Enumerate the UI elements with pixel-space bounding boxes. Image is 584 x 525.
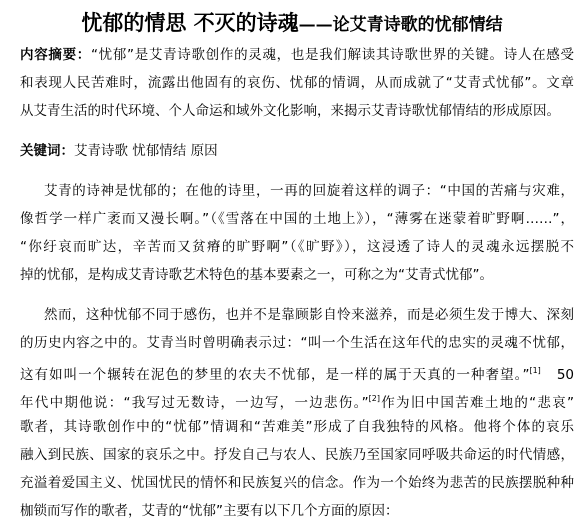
keywords-text: 艾青诗歌 忧郁情结 原因 [74,143,218,159]
keywords-label: 关键词： [20,143,74,159]
abstract-line-1: 内容摘要：“忧郁”是艾青诗歌创作的灵魂，也是我们解读其诗歌世界的关键。诗人在感受 [20,47,574,63]
para2-line-4: 年代中期他说：“我写过无数诗，一边写，一边悲伤。”[2]作为旧中国苦难土地的“悲哀” [20,394,574,411]
page-title [0,6,584,40]
para1-line-1: 艾青的诗神是忧郁的；在他的诗里，一再的回旋着这样的调子：“中国的苦痛与灾难， [44,183,574,199]
para2-line-1: 然而，这种忧郁不同于感伤，也并不是靠顾影自怜来滋养，而是必须生发于博大、深刻 [44,307,574,323]
title-main: 忧郁的情思 不灭的诗魂 [81,10,299,35]
footnote-ref-2[interactable]: [2] [368,394,380,403]
para2-line-6: 融入到民族、国家的哀乐之中。抒发自己与农人、民族乃至国家同呼吸共命运的时代情感， [20,447,574,463]
para1-line-2: 像哲学一样广袤而又漫长啊。”（《雪落在中国的土地上》），“薄雾在迷蒙着旷野啊……”， [20,211,574,227]
abstract-line-3: 从艾青生活的时代环境、个人命运和域外文化影响，来揭示艾青诗歌忧郁情结的形成原因。 [20,103,560,119]
para2-line-8: 枷锁而写作的歌者，艾青的“忧郁”主要有以下几个方面的原因： [20,503,399,519]
para2-line-2: 的历史内容之中的。艾青当时曾明确表示过：“叫一个生活在这年代的忠实的灵魂不忧郁， [20,335,574,351]
abstract-label: 内容摘要： [20,47,91,63]
title-subtitle: ——论艾青诗歌的忧郁情结 [298,15,503,35]
para2-line-3: 这有如叫一个辗转在泥色的梦里的农夫不忧郁，是一样的属于天真的一种奢望。”[1] 50 [20,366,575,383]
keywords-line [0,137,584,165]
footnote-ref-1[interactable]: [1] [529,366,541,375]
abstract-line-2: 和表现人民苦难时，流露出他固有的哀伤、忧郁的情调，从而成就了“艾青式忧郁”。文章 [20,75,574,91]
para1-line-4: 掉的忧郁，是构成艾青诗歌艺术特色的基本要素之一，可称之为“艾青式忧郁”。 [20,267,493,283]
para2-line-7: 充溢着爱国主义、忧国忧民的情怀和民族复兴的信念。作为一个始终为悲苦的民族摆脱种种 [20,475,574,491]
para2-line-5: 歌者，其诗歌创作中的“忧郁”情调和“苦难美”形成了自我独特的风格。他将个体的哀乐 [20,419,574,435]
para1-line-3: “你纡哀而旷达，辛苦而又贫瘠的旷野啊”（《旷野》），这浸透了诗人的灵魂永远摆脱不 [20,239,574,255]
